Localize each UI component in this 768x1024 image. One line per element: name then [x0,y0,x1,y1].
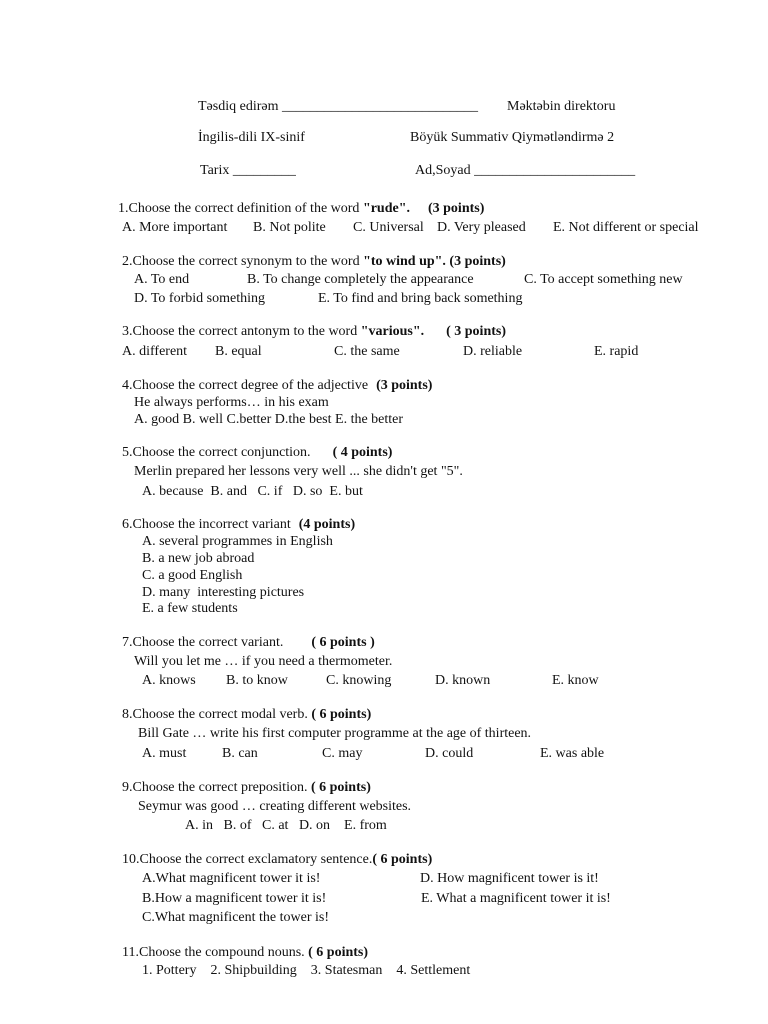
question-1-points: (3 points) [427,201,485,216]
question-10-option-e: E. What a magnificent tower it is! [421,891,611,906]
question-5-points: ( 4 points) [332,445,393,460]
question-6-option-e: E. a few students [142,601,238,616]
question-6-option-c: C. a good English [142,568,243,583]
question-5-sentence: Merlin prepared her lessons very well ... she didn't get "5". [134,464,463,479]
name-field: Ad,Soyad _______________________ [415,163,636,178]
question-10-option-c: C.What magnificent the tower is! [142,910,329,925]
date-field: Tarix _________ [200,163,296,178]
question-4-text: 4.Choose the correct degree of the adjective [122,378,369,393]
question-7-text: 7.Choose the correct variant. [122,635,284,650]
question-1-prompt [118,200,484,217]
question-4-options: A. good B. well C.better D.the best E. the better [134,412,404,427]
question-1-option-c: C. Universal [353,220,424,235]
question-2-option-d: D. To forbid something [134,291,265,306]
question-6-option-b: B. a new job abroad [142,551,255,566]
question-4-sentence: He always performs… in his exam [134,395,329,410]
question-6-option-d: D. many interesting pictures [142,585,305,600]
question-9-points: ( 6 points) [310,780,371,795]
question-7-option-a: A. knows [142,673,196,688]
question-8-points: ( 6 points) [311,707,372,722]
question-8-option-e: E. was able [540,746,605,761]
question-3-option-c: C. the same [334,344,400,359]
question-1-option-d: D. Very pleased [437,220,526,235]
question-1-option-a: A. More important [122,220,228,235]
question-3-option-d: D. reliable [463,344,523,359]
question-1-word: "rude". [362,201,410,216]
question-6-points: (4 points) [298,517,356,532]
question-7-points: ( 6 points ) [311,635,375,650]
approval-line: Təsdiq edirəm ____________________________ [198,99,478,114]
question-2-option-b: B. To change completely the appearance [247,272,474,287]
question-8-option-c: C. may [322,746,363,761]
question-8-sentence: Bill Gate … write his first computer programme at the age of thirteen. [138,726,532,741]
question-6-option-a: A. several programmes in English [142,534,333,549]
question-2-prompt [122,253,506,270]
question-3-option-a: A. different [122,344,188,359]
question-3-text: 3.Choose the correct antonym to the word [122,324,361,339]
assessment-title: Böyük Summativ Qiymətləndirmə 2 [410,130,615,145]
question-7-prompt [122,634,375,651]
question-1-option-b: B. Not polite [253,220,326,235]
question-9-text: 9.Choose the correct preposition. [122,780,308,795]
question-7-option-d: D. known [435,673,491,688]
question-1-text: 1.Choose the correct definition of the word [118,201,363,216]
question-11-points: ( 6 points) [308,945,369,960]
question-5-options: A. because B. and C. if D. so E. but [142,484,363,499]
question-3-word: "various". [360,324,425,339]
question-7-option-b: B. to know [226,673,288,688]
question-6-prompt [122,516,355,533]
question-11-options: 1. Pottery 2. Shipbuilding 3. Statesman 4. Settlement [142,963,471,978]
question-8-option-b: B. can [222,746,258,761]
question-2-option-e: E. To find and bring back something [318,291,523,306]
question-4-prompt [122,377,432,394]
question-8-prompt [122,706,371,723]
question-3-points: ( 3 points) [446,324,507,339]
question-10-option-b: B.How a magnificent tower it is! [142,891,327,906]
subject-label: İngilis-dili IX-sinif [198,130,305,145]
question-3-option-e: E. rapid [594,344,639,359]
question-2-option-a: A. To end [134,272,190,287]
question-5-text: 5.Choose the correct conjunction. [122,445,311,460]
question-7-option-c: C. knowing [326,673,392,688]
question-2-option-c: C. To accept something new [524,272,683,287]
question-5-prompt [122,444,392,461]
question-3-prompt [122,323,506,340]
question-9-options: A. in B. of C. at D. on E. from [185,818,387,833]
question-11-text: 11.Choose the compound nouns. [122,945,305,960]
question-2-word: "to wind up". [363,254,446,269]
question-8-option-d: D. could [425,746,474,761]
question-9-sentence: Seymur was good … creating different websites. [138,799,412,814]
question-10-prompt [122,851,432,868]
question-7-sentence: Will you let me … if you need a thermometer. [134,654,393,669]
question-10-text: 10.Choose the correct exclamatory sentence. [122,852,373,867]
question-2-points: (3 points) [449,254,506,269]
question-4-points: (3 points) [376,378,433,393]
question-3-option-b: B. equal [215,344,262,359]
director-label: Məktəbin direktoru [507,99,616,114]
question-1-option-e: E. Not different or special [553,220,699,235]
question-7-option-e: E. know [552,673,599,688]
question-8-option-a: A. must [142,746,187,761]
question-9-prompt [122,779,371,796]
question-10-option-a: A.What magnificent tower it is! [142,871,321,886]
question-11-prompt [122,944,368,961]
question-2-text: 2.Choose the correct synonym to the word [122,254,364,269]
question-10-option-d: D. How magnificent tower is it! [420,871,599,886]
question-8-text: 8.Choose the correct modal verb. [122,707,308,722]
question-10-points: ( 6 points) [372,852,433,867]
question-6-text: 6.Choose the incorrect variant [122,517,291,532]
